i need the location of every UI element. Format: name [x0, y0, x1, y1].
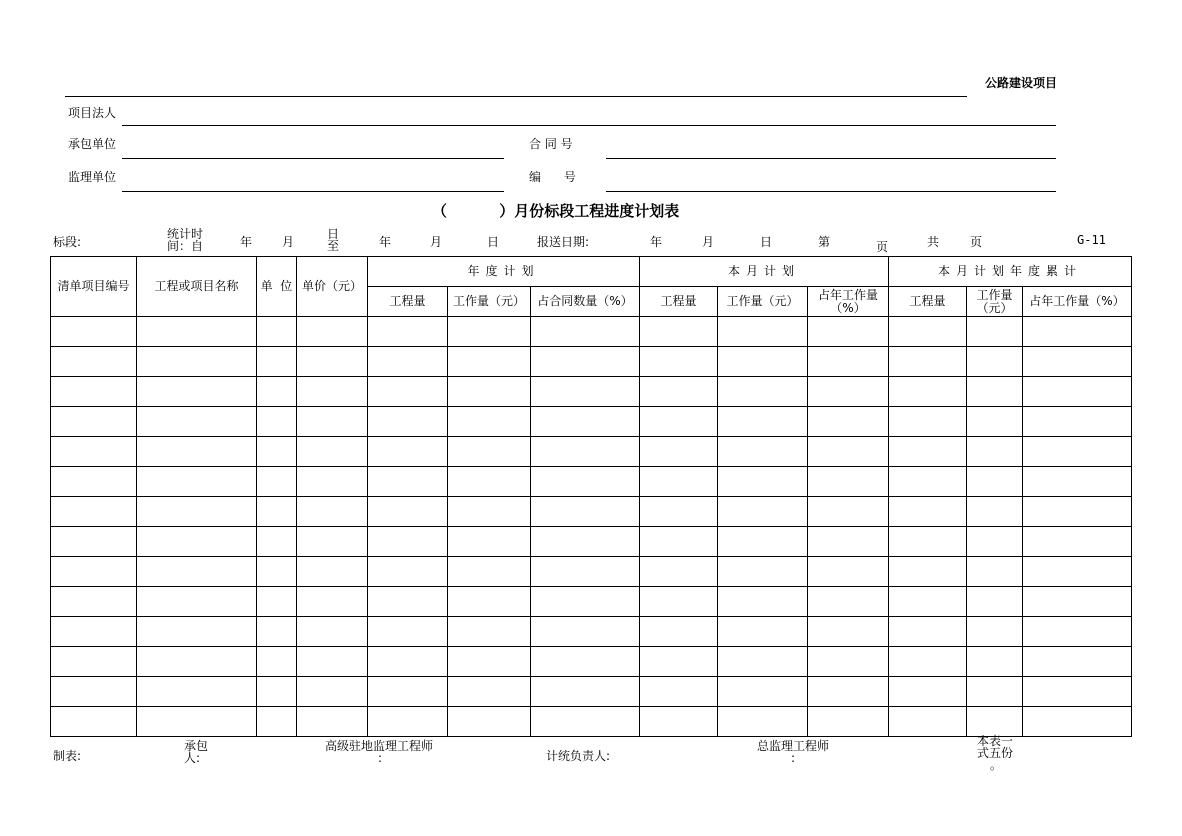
table-cell[interactable]	[889, 347, 967, 377]
table-cell[interactable]	[297, 407, 368, 437]
month-qty-header: 工程量	[640, 287, 718, 317]
table-cell[interactable]	[718, 677, 808, 707]
table-cell[interactable]	[368, 317, 448, 347]
project-type-label: 公路建设项目	[985, 76, 1058, 90]
report-date-label: 报送日期:	[537, 235, 590, 249]
table-cell[interactable]	[808, 407, 889, 437]
table-cell[interactable]	[137, 437, 257, 467]
table-row	[51, 527, 1132, 557]
table-cell[interactable]	[257, 407, 297, 437]
header-top-rule	[65, 96, 967, 97]
stats-manager-label: 计统负责人:	[546, 749, 611, 763]
table-cell[interactable]	[51, 317, 137, 347]
table-cell[interactable]	[51, 677, 137, 707]
table-cell[interactable]	[808, 527, 889, 557]
table-cell[interactable]	[137, 407, 257, 437]
group-header-cumulative: 本月计划年度累计	[889, 257, 1132, 287]
table-cell[interactable]	[967, 407, 1023, 437]
month-workload-header: 工作量（元）	[718, 287, 808, 317]
table-cell[interactable]	[257, 587, 297, 617]
table-cell[interactable]	[640, 347, 718, 377]
table-cell[interactable]	[448, 677, 531, 707]
table-cell[interactable]	[889, 527, 967, 557]
table-cell[interactable]	[297, 527, 368, 557]
table-cell[interactable]	[297, 617, 368, 647]
col-header-unit: 单 位	[257, 257, 297, 317]
table-cell[interactable]	[531, 557, 640, 587]
table-cell[interactable]	[531, 407, 640, 437]
table-cell[interactable]	[448, 587, 531, 617]
cumulative-workload-header-line1: 工作量	[976, 287, 1013, 302]
table-cell[interactable]	[889, 437, 967, 467]
month-3: 月	[702, 235, 715, 249]
cumulative-workload-header-line2: （元）	[976, 300, 1013, 315]
number-label: 编 号	[529, 170, 576, 184]
col-header-price: 单价（元）	[297, 257, 368, 317]
table-cell[interactable]	[51, 347, 137, 377]
table-cell[interactable]	[640, 527, 718, 557]
table-cell[interactable]	[967, 677, 1023, 707]
table-cell[interactable]	[51, 527, 137, 557]
table-cell[interactable]	[297, 347, 368, 377]
table-cell[interactable]	[1023, 677, 1132, 707]
supervisor-label: 监理单位	[68, 170, 117, 184]
table-cell[interactable]	[51, 557, 137, 587]
stat-time-label-2: 间：自	[167, 239, 204, 253]
table-cell[interactable]	[297, 317, 368, 347]
table-cell[interactable]	[137, 377, 257, 407]
col-header-name: 工程或项目名称	[137, 257, 257, 317]
table-cell[interactable]	[640, 617, 718, 647]
table-cell[interactable]	[137, 647, 257, 677]
table-cell[interactable]	[368, 407, 448, 437]
table-cell[interactable]	[448, 467, 531, 497]
table-cell[interactable]	[137, 677, 257, 707]
table-cell[interactable]	[297, 467, 368, 497]
group-header-annual: 年度计划	[368, 257, 640, 287]
table-cell[interactable]	[808, 377, 889, 407]
day-to-1: 日	[327, 227, 340, 241]
table-cell[interactable]	[531, 677, 640, 707]
table-cell[interactable]	[448, 437, 531, 467]
table-cell[interactable]	[808, 317, 889, 347]
cumulative-pct-header: 占年工作量（%）	[1023, 287, 1132, 317]
table-cell[interactable]	[967, 347, 1023, 377]
table-cell[interactable]	[531, 437, 640, 467]
day-to-2: 至	[327, 239, 340, 253]
table-cell[interactable]	[889, 647, 967, 677]
month-2: 月	[430, 235, 443, 249]
supervisor-field[interactable]	[122, 191, 504, 192]
table-cell[interactable]	[808, 617, 889, 647]
table-cell[interactable]	[1023, 377, 1132, 407]
table-cell[interactable]	[368, 497, 448, 527]
table-cell[interactable]	[368, 587, 448, 617]
table-cell[interactable]	[967, 437, 1023, 467]
table-cell[interactable]	[1023, 617, 1132, 647]
table-cell[interactable]	[808, 437, 889, 467]
table-cell[interactable]	[640, 677, 718, 707]
month-pct-header	[808, 287, 889, 317]
table-cell[interactable]	[297, 707, 368, 737]
table-cell[interactable]	[51, 587, 137, 617]
table-cell[interactable]	[297, 647, 368, 677]
table-cell[interactable]	[718, 377, 808, 407]
table-cell[interactable]	[967, 497, 1023, 527]
table-cell[interactable]	[297, 587, 368, 617]
table-cell[interactable]	[967, 467, 1023, 497]
table-cell[interactable]	[640, 557, 718, 587]
annual-qty-header: 工程量	[368, 287, 448, 317]
copies-note-1: 本表一	[977, 734, 1014, 748]
table-cell[interactable]	[531, 647, 640, 677]
table-cell[interactable]	[640, 377, 718, 407]
contractor-label: 承包单位	[68, 137, 117, 151]
table-row	[51, 497, 1132, 527]
table-cell[interactable]	[531, 347, 640, 377]
table-cell[interactable]	[297, 377, 368, 407]
table-cell[interactable]	[51, 497, 137, 527]
table-cell[interactable]	[51, 467, 137, 497]
table-cell[interactable]	[531, 617, 640, 647]
table-cell[interactable]	[808, 647, 889, 677]
progress-plan-table	[50, 256, 1132, 737]
table-cell[interactable]	[257, 707, 297, 737]
table-cell[interactable]	[368, 557, 448, 587]
table-row	[51, 377, 1132, 407]
table-cell[interactable]	[297, 497, 368, 527]
table-cell[interactable]	[1023, 437, 1132, 467]
year-2: 年	[379, 235, 392, 249]
table-cell[interactable]	[967, 617, 1023, 647]
table-cell[interactable]	[640, 467, 718, 497]
table-cell[interactable]	[640, 587, 718, 617]
maker-label: 制表:	[53, 749, 82, 763]
page-label-2: 页	[970, 235, 983, 249]
page-label-1: 页	[876, 240, 889, 254]
table-cell[interactable]	[889, 617, 967, 647]
table-cell[interactable]	[1023, 407, 1132, 437]
table-row	[51, 317, 1132, 347]
table-cell[interactable]	[531, 527, 640, 557]
table-cell[interactable]	[889, 587, 967, 617]
table-cell[interactable]	[257, 437, 297, 467]
table-cell[interactable]	[531, 707, 640, 737]
table-cell[interactable]	[808, 467, 889, 497]
table-cell[interactable]	[808, 677, 889, 707]
table-cell[interactable]	[51, 377, 137, 407]
table-cell[interactable]	[257, 617, 297, 647]
table-row	[51, 617, 1132, 647]
table-cell[interactable]	[1023, 527, 1132, 557]
table-cell[interactable]	[368, 527, 448, 557]
table-cell[interactable]	[368, 437, 448, 467]
table-cell[interactable]	[137, 497, 257, 527]
table-cell[interactable]	[51, 647, 137, 677]
table-cell[interactable]	[368, 707, 448, 737]
table-row	[51, 467, 1132, 497]
table-cell[interactable]	[257, 317, 297, 347]
table-cell[interactable]	[368, 677, 448, 707]
table-cell[interactable]	[1023, 587, 1132, 617]
annual-workload-header: 工作量（元）	[448, 287, 531, 317]
table-cell[interactable]	[448, 347, 531, 377]
stat-time-label-1: 统计时	[167, 227, 204, 241]
contractor-sign-1: 承包	[184, 739, 209, 753]
table-row	[51, 707, 1132, 737]
table-cell[interactable]	[718, 647, 808, 677]
table-cell[interactable]	[640, 497, 718, 527]
table-cell[interactable]	[967, 557, 1023, 587]
chief-supervisor-1: 总监理工程师	[757, 739, 830, 753]
copies-note-3: 。	[990, 758, 1003, 772]
table-cell[interactable]	[1023, 647, 1132, 677]
table-cell[interactable]	[257, 647, 297, 677]
table-cell[interactable]	[967, 647, 1023, 677]
table-cell[interactable]	[448, 557, 531, 587]
table-cell[interactable]	[368, 617, 448, 647]
table-cell[interactable]	[448, 527, 531, 557]
table-cell[interactable]	[808, 347, 889, 377]
table-cell[interactable]	[1023, 317, 1132, 347]
col-header-item-no: 清单项目编号	[51, 257, 137, 317]
table-cell[interactable]	[718, 317, 808, 347]
form-code: G-11	[1077, 233, 1106, 247]
table-cell[interactable]	[531, 467, 640, 497]
annual-pct-header: 占合同数量（%）	[531, 287, 640, 317]
table-cell[interactable]	[257, 377, 297, 407]
table-cell[interactable]	[51, 617, 137, 647]
table-cell[interactable]	[718, 467, 808, 497]
table-cell[interactable]	[257, 497, 297, 527]
table-cell[interactable]	[51, 437, 137, 467]
day-2: 日	[487, 235, 500, 249]
table-row	[51, 557, 1132, 587]
table-cell[interactable]	[808, 557, 889, 587]
table-cell[interactable]	[257, 347, 297, 377]
table-cell[interactable]	[448, 377, 531, 407]
table-cell[interactable]	[718, 587, 808, 617]
chief-supervisor-2: :	[791, 751, 796, 765]
table-cell[interactable]	[718, 527, 808, 557]
table-cell[interactable]	[1023, 467, 1132, 497]
legal-person-label: 项目法人	[68, 106, 117, 120]
year-1: 年	[240, 235, 253, 249]
contractor-sign-2: 人:	[184, 751, 201, 765]
table-cell[interactable]	[967, 527, 1023, 557]
table-cell[interactable]	[137, 617, 257, 647]
table-row	[51, 587, 1132, 617]
contract-no-field[interactable]	[606, 158, 1056, 159]
table-cell[interactable]	[889, 497, 967, 527]
table-cell[interactable]	[297, 557, 368, 587]
table-cell[interactable]	[808, 707, 889, 737]
table-cell[interactable]	[640, 317, 718, 347]
senior-supervisor-2: :	[378, 751, 383, 765]
table-cell[interactable]	[718, 407, 808, 437]
table-cell[interactable]	[718, 437, 808, 467]
table-cell[interactable]	[718, 707, 808, 737]
table-cell[interactable]	[967, 317, 1023, 347]
table-cell[interactable]	[718, 497, 808, 527]
table-cell[interactable]	[967, 377, 1023, 407]
table-cell[interactable]	[257, 557, 297, 587]
table-cell[interactable]	[967, 707, 1023, 737]
table-cell[interactable]	[1023, 347, 1132, 377]
contract-no-label: 合 同 号	[529, 137, 573, 151]
table-cell[interactable]	[368, 377, 448, 407]
table-cell[interactable]	[137, 467, 257, 497]
table-row	[51, 677, 1132, 707]
table-cell[interactable]	[640, 437, 718, 467]
day-3: 日	[760, 235, 773, 249]
table-cell[interactable]	[640, 407, 718, 437]
table-row	[51, 407, 1132, 437]
table-cell[interactable]	[531, 497, 640, 527]
table-cell[interactable]	[448, 497, 531, 527]
year-3: 年	[650, 235, 663, 249]
senior-supervisor-1: 高级驻地监理工程师	[325, 739, 434, 753]
table-cell[interactable]	[889, 677, 967, 707]
page-title: （ ）月份标段工程进度计划表	[432, 202, 680, 220]
section-label: 标段:	[53, 235, 82, 249]
table-cell[interactable]	[137, 347, 257, 377]
table-cell[interactable]	[448, 407, 531, 437]
table-cell[interactable]	[808, 497, 889, 527]
table-cell[interactable]	[51, 707, 137, 737]
table-cell[interactable]	[448, 647, 531, 677]
table-cell[interactable]	[640, 707, 718, 737]
table-cell[interactable]	[137, 527, 257, 557]
month-1: 月	[282, 235, 295, 249]
table-cell[interactable]	[257, 527, 297, 557]
contractor-field[interactable]	[122, 158, 504, 159]
table-cell[interactable]	[257, 467, 297, 497]
table-cell[interactable]	[448, 317, 531, 347]
table-row	[51, 437, 1132, 467]
cumulative-qty-header: 工程量	[889, 287, 967, 317]
table-cell[interactable]	[889, 467, 967, 497]
table-cell[interactable]	[531, 317, 640, 347]
table-cell[interactable]	[297, 677, 368, 707]
legal-person-field[interactable]	[122, 125, 1056, 126]
group-header-month: 本月计划	[640, 257, 889, 287]
table-cell[interactable]	[889, 377, 967, 407]
table-cell[interactable]	[448, 707, 531, 737]
table-cell[interactable]	[531, 377, 640, 407]
table-cell[interactable]	[137, 317, 257, 347]
table-cell[interactable]	[808, 587, 889, 617]
table-cell[interactable]	[718, 557, 808, 587]
copies-note-2: 式五份	[977, 746, 1014, 760]
table-cell[interactable]	[137, 587, 257, 617]
table-cell[interactable]	[718, 617, 808, 647]
month-pct-header-line1: 占年工作量	[817, 287, 878, 302]
table-cell[interactable]	[297, 437, 368, 467]
total-label: 共	[927, 235, 940, 249]
cumulative-workload-header	[967, 287, 1023, 317]
table-cell[interactable]	[889, 317, 967, 347]
table-cell[interactable]	[967, 587, 1023, 617]
table-cell[interactable]	[718, 347, 808, 377]
table-cell[interactable]	[448, 617, 531, 647]
table-cell[interactable]	[137, 557, 257, 587]
table-cell[interactable]	[889, 557, 967, 587]
number-field[interactable]	[606, 191, 1056, 192]
table-cell[interactable]	[531, 587, 640, 617]
table-row	[51, 647, 1132, 677]
table-cell[interactable]	[1023, 497, 1132, 527]
table-cell[interactable]	[1023, 557, 1132, 587]
table-cell[interactable]	[257, 677, 297, 707]
page-no-label: 第	[818, 235, 831, 249]
table-cell[interactable]	[889, 707, 967, 737]
table-row	[51, 347, 1132, 377]
table-cell[interactable]	[51, 407, 137, 437]
table-cell[interactable]	[368, 647, 448, 677]
table-cell[interactable]	[640, 647, 718, 677]
table-cell[interactable]	[368, 347, 448, 377]
table-cell[interactable]	[368, 467, 448, 497]
month-pct-header-line2: （%）	[830, 300, 866, 315]
table-cell[interactable]	[889, 407, 967, 437]
table-cell[interactable]	[137, 707, 257, 737]
table-cell[interactable]	[1023, 707, 1132, 737]
